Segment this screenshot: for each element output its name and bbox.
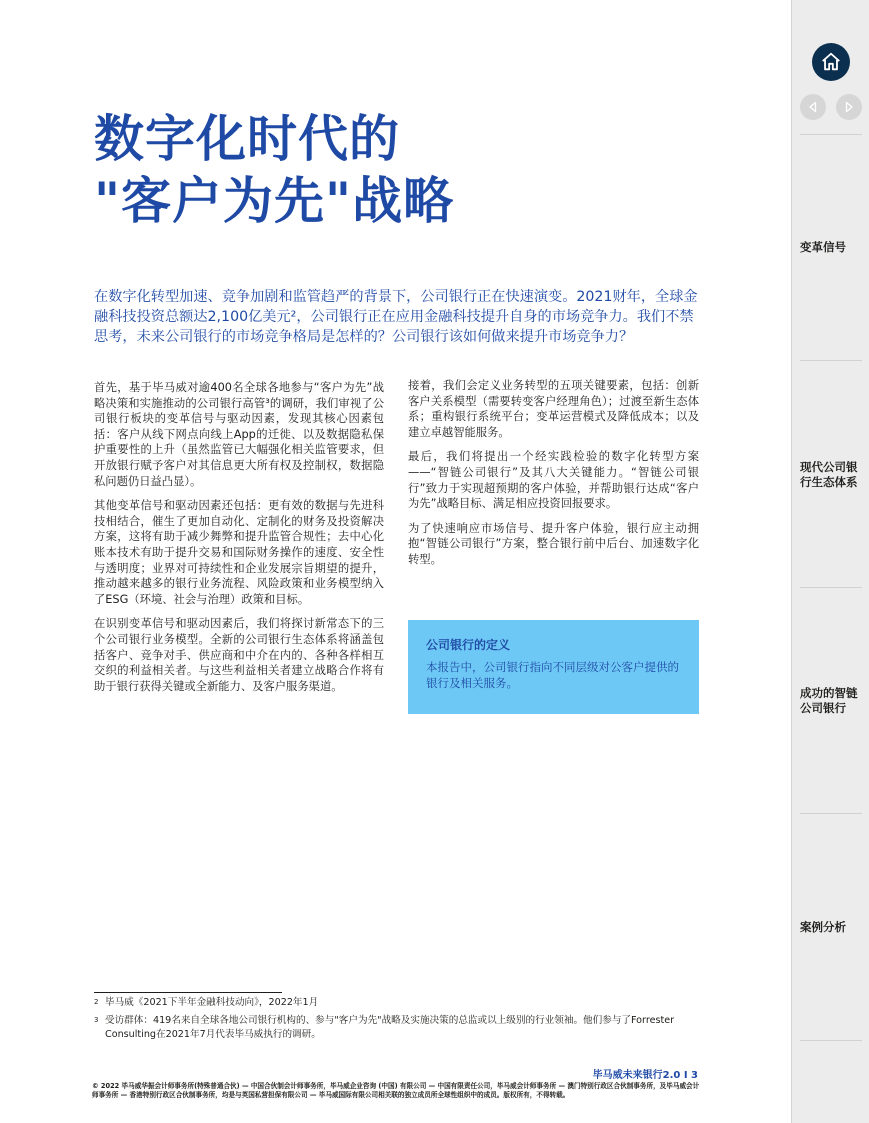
footnotes xyxy=(94,996,700,1046)
page-title-line-2: "客户为先"战略 xyxy=(94,172,455,230)
footnote xyxy=(94,996,700,1010)
sidebar-item-change-signals[interactable]: 变革信号 xyxy=(800,240,846,254)
sidebar xyxy=(791,0,869,1123)
footnote-divider xyxy=(94,992,282,993)
left-paragraph-3: 在识别变革信号和驱动因素后，我们将探讨新常态下的三个公司银行业务模型。全新的公司银行生态体系将涵盖包括客户、竞争对手、供应商和中介在内的、各种各样相互交织的利益相关者。与这些利益相关者建立战略合作将有助于银行获得关键或全新能力、及客户服务渠道。 xyxy=(94,617,384,693)
left-column xyxy=(94,380,384,703)
definition-title: 公司银行的定义 xyxy=(426,638,511,652)
sidebar-divider xyxy=(800,587,862,588)
page-folio: 毕马威未来银行2.0 I 3 xyxy=(592,1070,698,1081)
home-icon xyxy=(820,51,842,73)
footnote-mark: 3 xyxy=(94,1016,99,1024)
right-paragraph-1: 接着，我们会定义业务转型的五项关键要素，包括：创新客户关系模型（需要转变客户经理角色）；过渡至新生态体系；重构银行系统平台；变革运营模式及降低成本；以及建立卓越智能服务。 xyxy=(408,379,699,439)
previous-page-button[interactable] xyxy=(800,94,826,120)
definition-box xyxy=(408,620,699,714)
page-title-line-1: 数字化时代的 xyxy=(94,110,400,168)
sidebar-item-modern-ecosystem[interactable]: 现代公司银行生态体系 xyxy=(800,460,858,489)
sidebar-divider xyxy=(800,813,862,814)
sidebar-item-case-studies[interactable]: 案例分析 xyxy=(800,920,846,934)
sidebar-divider xyxy=(800,360,862,361)
right-column xyxy=(408,378,699,577)
page-title xyxy=(94,108,454,232)
right-paragraph-2: 最后，我们将提出一个经实践检验的数字化转型方案——“智链公司银行”及其八大关键能力。“智链公司银行”致力于实现超预期的客户体验，并帮助银行达成“客户为先”战略目标、满足相应投资回报要求。 xyxy=(408,450,699,511)
footnote-text: 毕马威《2021下半年金融科技动向》，2022年1月 xyxy=(105,997,319,1008)
footnote xyxy=(94,1014,700,1042)
next-page-button[interactable] xyxy=(836,94,862,120)
sidebar-divider xyxy=(800,1040,862,1041)
left-paragraph-2: 其他变革信号和驱动因素还包括：更有效的数据与先进科技相结合，催生了更加自动化、定制化的财务及投资解决方案，这将有助于减少舞弊和提升监管合规性；去中心化账本技术有助于提升交易和国际财务操作的速度、安全性与透明度；业界对可持续性和企业发展宗旨期望的提升，推动越来越多的银行业务流程、风险政策和业务模型纳入了ESG（环境、社会与治理）政策和目标。 xyxy=(94,499,384,606)
chevron-left-icon xyxy=(807,101,819,113)
sidebar-item-smart-bank[interactable]: 成功的智链公司银行 xyxy=(800,686,858,715)
chevron-right-icon xyxy=(843,101,855,113)
left-paragraph-1: 首先，基于毕马威对逾400名全球各地参与“客户为先”战略决策和实施推动的公司银行高管³的调研，我们审视了公司银行板块的变革信号与驱动因素，发现其核心因素包括：客户从线下网点向线上App的迁徙、以及数据隐私保护重要性的上升（虽然监管已大幅强化相关监管要求，但开放银行赋予客户对其信息更大所有权及控制权，数据隐私问题仍日益凸显）。 xyxy=(94,381,384,488)
right-paragraph-3: 为了快速响应市场信号、提升客户体验，银行应主动拥抱“智链公司银行”方案，整合银行前中后台、加速数字化转型。 xyxy=(408,521,699,566)
home-button[interactable] xyxy=(812,43,850,81)
definition-body: 本报告中，公司银行指向不同层级对公客户提供的银行及相关服务。 xyxy=(426,660,679,690)
footnote-text: 受访群体：419名来自全球各地公司银行机构的、参与"客户为先"战略及实施决策的总监或以上级别的行业领袖。他们参与了Forrester Consulting在2021年7月代表毕马威执行的调研。 xyxy=(105,1015,675,1040)
footnote-mark: 2 xyxy=(94,998,99,1006)
sidebar-divider xyxy=(800,134,862,135)
intro-paragraph: 在数字化转型加速、竞争加剧和监管趋严的背景下，公司银行正在快速演变。2021财年，全球金融科技投资总额达2,100亿美元²，公司银行正在应用金融科技提升自身的市场竞争力。我们不禁思考，未来公司银行的市场竞争格局是怎样的？公司银行该如何做来提升市场竞争力？ xyxy=(94,289,698,345)
copyright-notice: © 2022 毕马威华振会计师事务所(特殊普通合伙) — 中国合伙制会计师事务所，毕马威企业咨询 (中国) 有限公司 — 中国有限责任公司，毕马威会计师事务所 — 澳门特别行政区合伙制事务所，及毕马威会计师事务所 — 香港特别行政区合伙制事务所，均是与英国私营担保有限公司 — 毕马威国际有限公司相关联的独立成员所全球性组织中的成员。版权所有，不得转载。 xyxy=(92,1082,700,1099)
